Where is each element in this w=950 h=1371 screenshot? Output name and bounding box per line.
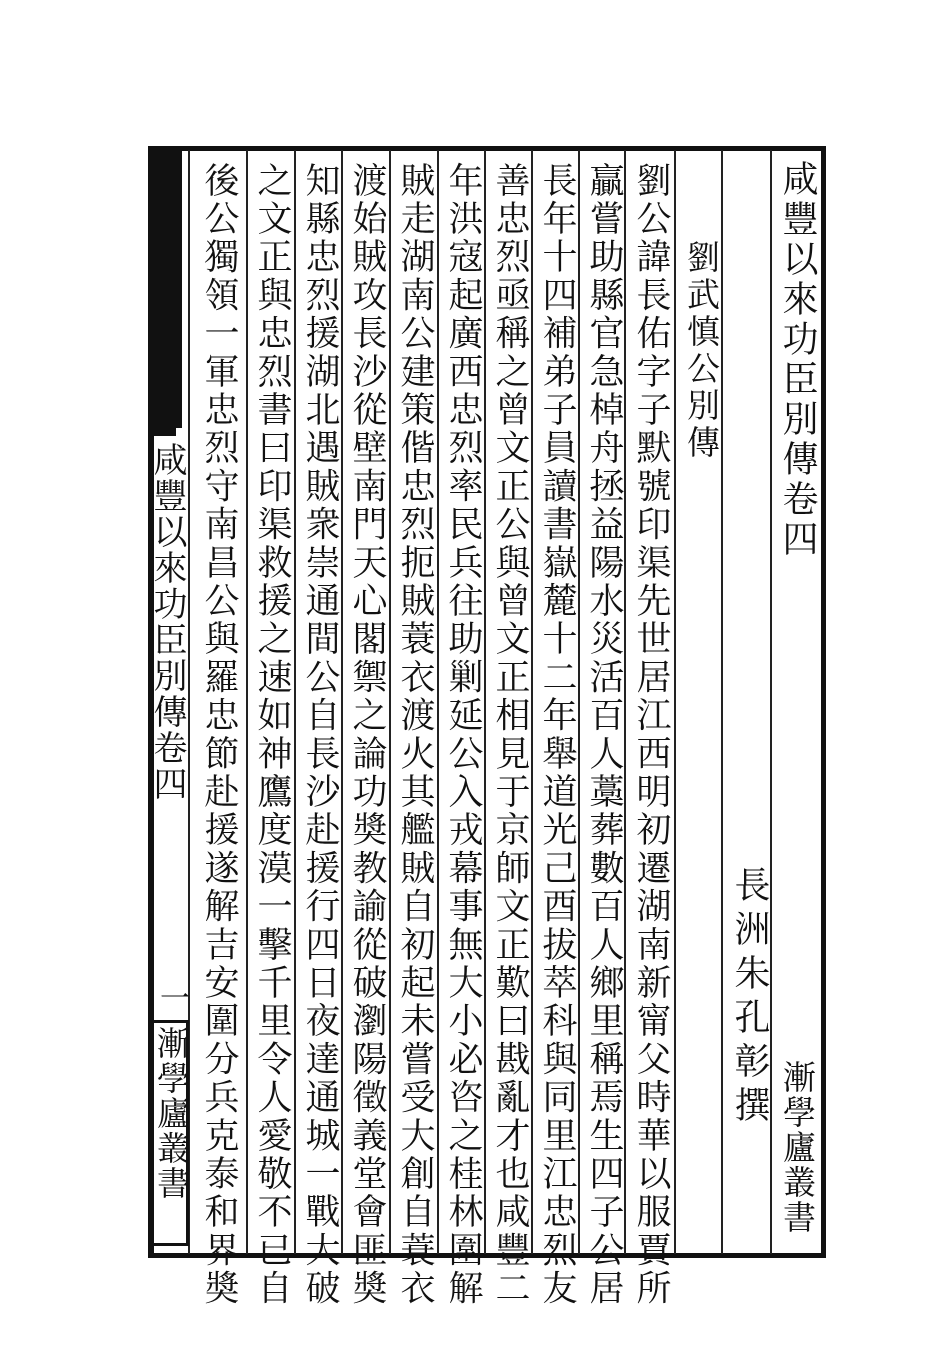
text-column-10: 後公獨領一軍忠烈守南昌公與羅忠節赴援遂解吉安圍分兵克泰和界奬 xyxy=(199,162,239,1308)
column-rule xyxy=(674,150,676,1254)
fish-tail-mark-lower xyxy=(148,428,176,436)
text-column-3: 長年十四補弟子員讀書嶽麓十二年舉道光己酉拔萃科與同里江忠烈友 xyxy=(537,162,577,1308)
page-frame xyxy=(148,146,826,1258)
page-number: 一 xyxy=(154,982,189,1015)
column-rule xyxy=(484,150,486,1254)
text-column-6: 賊走湖南公建策偕忠烈扼賊蓑衣渡火其艦賊自初起未嘗受大創自蓑衣 xyxy=(395,162,435,1308)
spine-press-name: 漸學廬叢書 xyxy=(152,1026,191,1201)
text-column-4: 善忠烈亟稱之曾文正公與曾文正相見于京師文正歎曰戡亂才也咸豐二 xyxy=(490,162,530,1308)
volume-title: 咸豐以來功臣別傳卷四 xyxy=(777,160,818,560)
text-column-8: 知縣忠烈援湖北遇賊衆崇通間公自長沙赴援行四日夜達通城一戰大破 xyxy=(300,162,340,1308)
column-rule xyxy=(578,150,580,1254)
text-column-9: 之文正與忠烈書曰印渠救援之速如神鷹度漠一擊千里令人愛敬不已自 xyxy=(252,162,292,1308)
column-rule xyxy=(246,150,248,1254)
column-rule xyxy=(437,150,439,1254)
spine-title: 咸豐以來功臣別傳卷四 xyxy=(147,442,187,802)
text-column-2: 贏嘗助縣官急棹舟拯益陽水災活百人藁葬數百人鄉里稱焉生四子公居 xyxy=(584,162,624,1308)
author-line: 長洲朱孔彰撰 xyxy=(729,866,770,1130)
column-rule xyxy=(294,150,296,1254)
text-column-7: 渡始賊攻長沙從壁南門天心閣禦之論功奬教諭從破瀏陽徵義堂會匪奬 xyxy=(347,162,387,1308)
article-heading: 劉武慎公別傳 xyxy=(682,240,721,462)
press-name: 漸學廬叢書 xyxy=(778,1060,817,1235)
text-column-5: 年洪寇起廣西忠烈率民兵往助剿延公入戎幕事無大小必咨之桂林圍解 xyxy=(443,162,483,1308)
column-rule xyxy=(389,150,391,1254)
column-rule xyxy=(770,150,772,1254)
text-column-1: 劉公諱長佑字子默號印渠先世居江西明初遷湖南新甯父時華以服賈所 xyxy=(631,162,671,1308)
column-rule xyxy=(531,150,533,1254)
fish-tail-mark xyxy=(148,150,182,428)
column-rule xyxy=(341,150,343,1254)
